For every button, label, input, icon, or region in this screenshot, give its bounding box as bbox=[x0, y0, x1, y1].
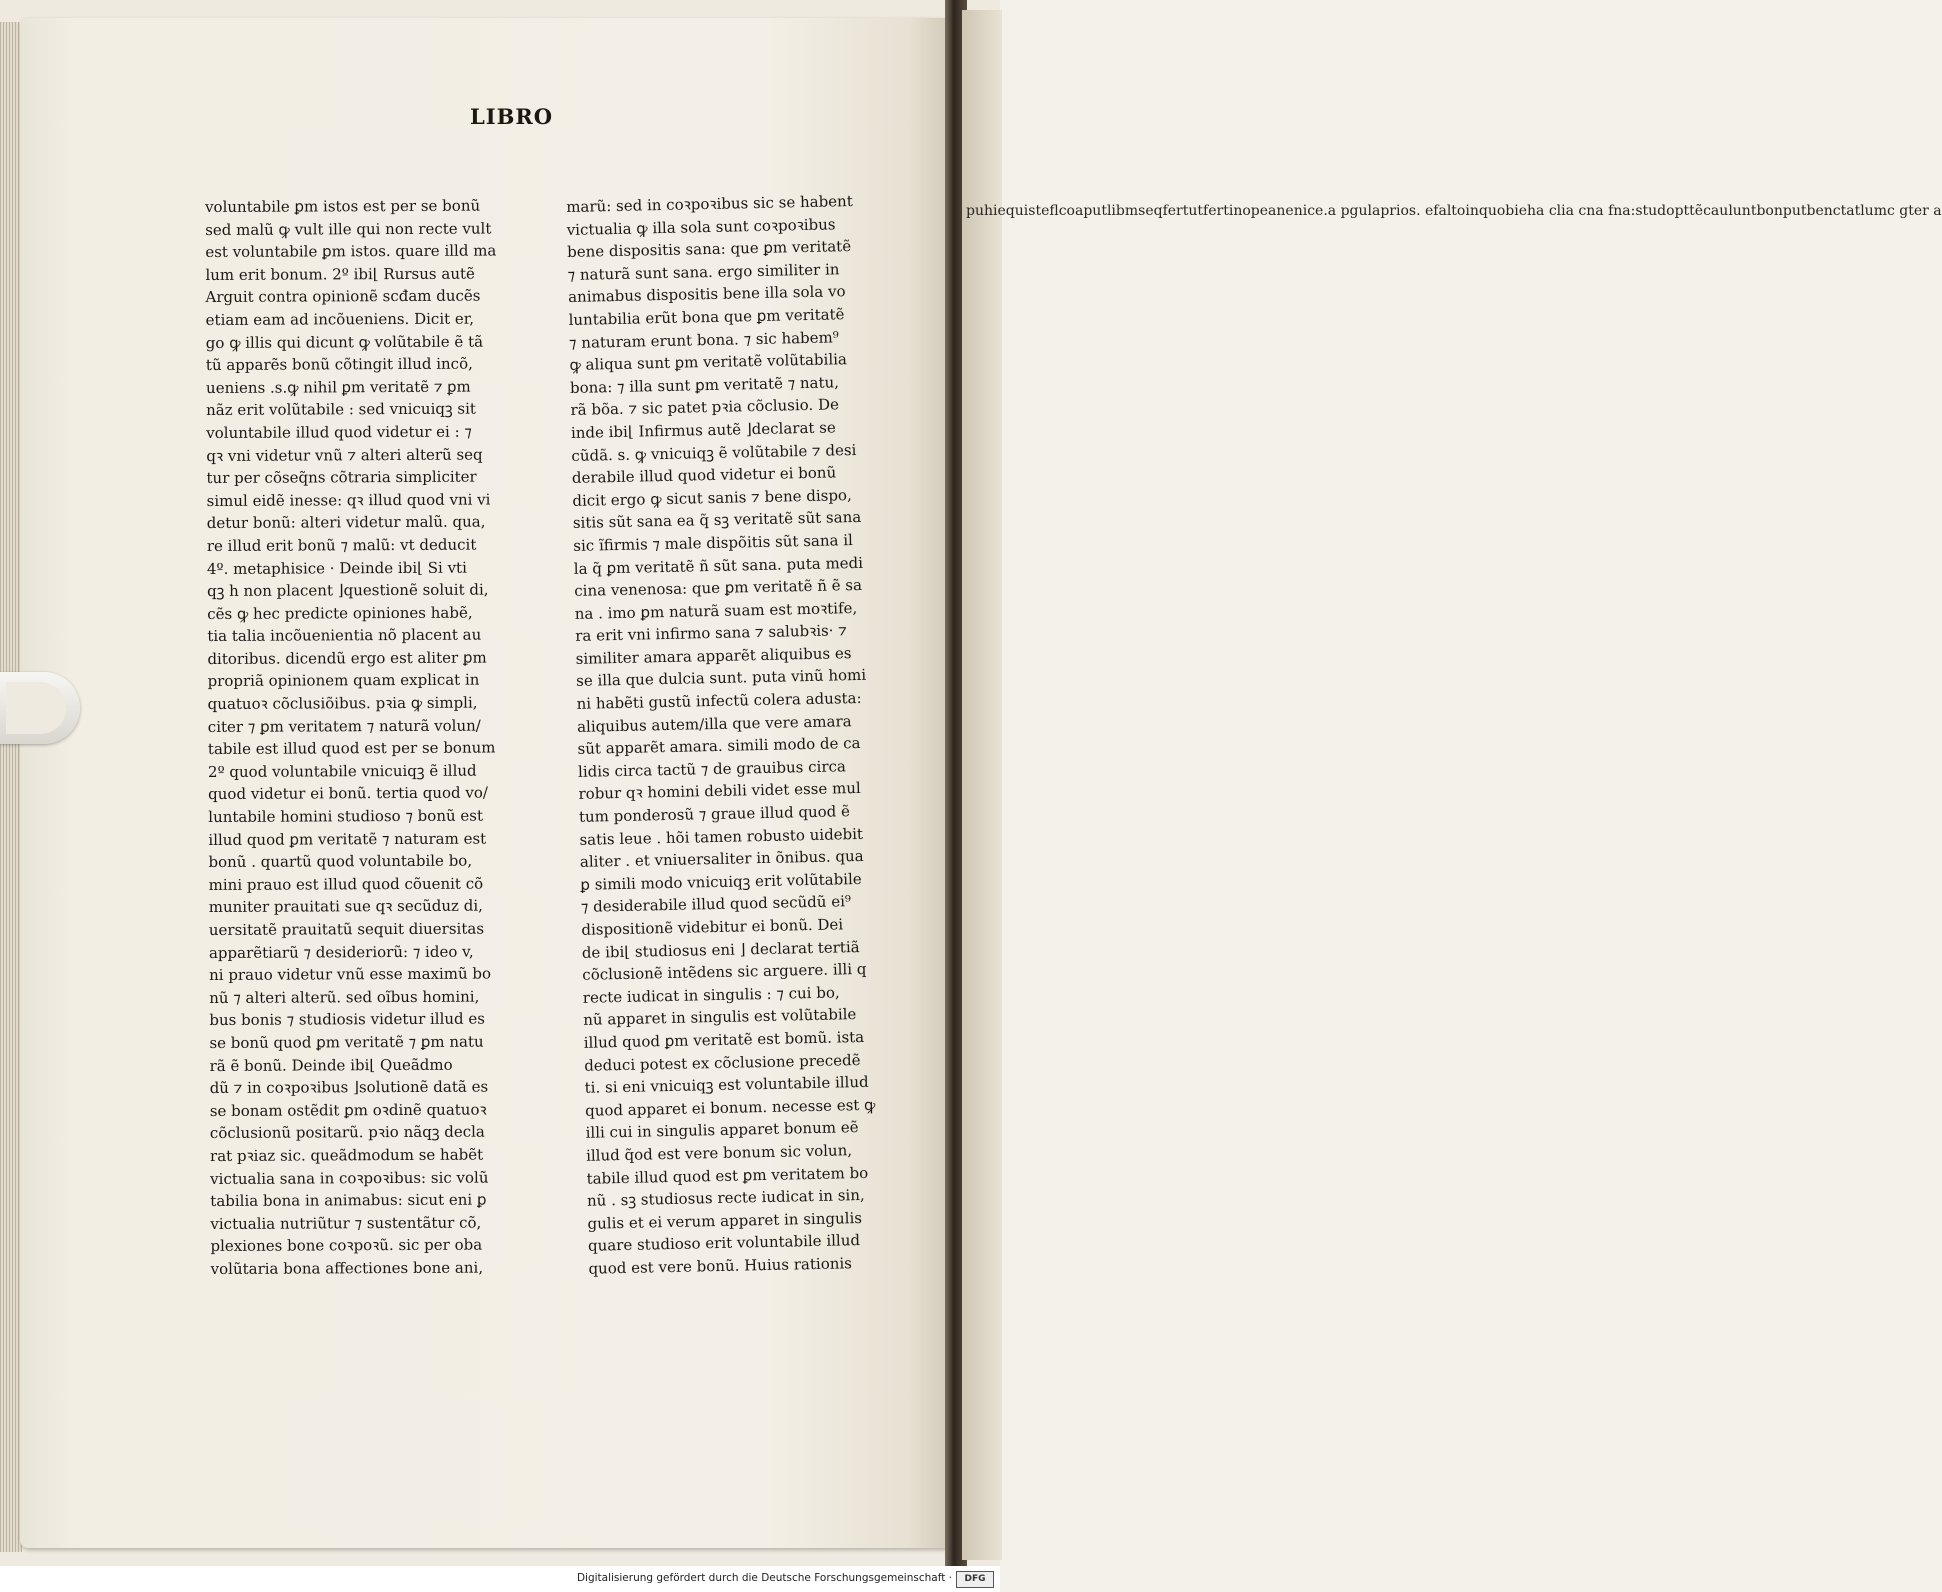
text-line: ꝙ aliqua sunt ꝑm veritatẽ volũtabilia bbox=[569, 350, 848, 375]
running-head: LIBRO bbox=[470, 104, 554, 129]
facing-text-fragment: p bbox=[966, 203, 975, 219]
text-line: satis leue . hõi tamen robusto uidebit bbox=[579, 824, 864, 849]
text-line: tur per cõseq̃ns cõtraria simpliciter bbox=[206, 467, 477, 488]
facing-text-fragment: lum bbox=[1860, 203, 1887, 219]
text-line: quod videtur ei bonũ. tertia quod vo/ bbox=[208, 783, 488, 804]
text-line: na . imo ꝑm naturã suam est moꝛtife, bbox=[574, 598, 858, 623]
text-line: bus bonis ⁊ studiosis videtur illud es bbox=[209, 1009, 486, 1030]
facing-text-fragment: fert bbox=[1162, 203, 1189, 219]
text-line: dũ ⁊ in coꝛpoꝛibus ⌋solutionẽ datã es bbox=[209, 1077, 489, 1098]
facing-text-fragment: fert bbox=[1203, 203, 1229, 219]
text-line: victualia ꝙ illa sola sunt coꝛpoꝛibus bbox=[566, 214, 836, 239]
facing-text-fragment: na f bbox=[1586, 203, 1614, 219]
text-line: simul eidẽ inesse: qꝛ illud quod vni vi bbox=[206, 490, 491, 510]
text-line: sic ĩfirmis ⁊ male dispõitis sũt sana il bbox=[573, 530, 854, 555]
text-line: Arguit contra opinionẽ scđam ducẽs bbox=[205, 286, 481, 307]
text-line: la q̃ ꝑm veritatẽ ñ sũt sana. puta medi bbox=[573, 553, 864, 578]
text-line: quare studioso erit voluntabile illud bbox=[587, 1231, 861, 1256]
facing-text-fragment: seq bbox=[1138, 203, 1163, 219]
facing-text-fragment: stud bbox=[1635, 203, 1667, 219]
facing-text-fragment: opt bbox=[1666, 203, 1690, 219]
text-line: bonũ . quartũ quod voluntabile bo, bbox=[208, 851, 473, 872]
text-line: ⁊ naturã sunt sana. ergo similiter in bbox=[567, 260, 840, 284]
facing-text-fragment: ap bbox=[1074, 203, 1093, 219]
text-line: lum erit bonum. 2º ibi⌊ Rursus autẽ bbox=[205, 264, 475, 284]
text-line: ti. si eni vnicuiqꝫ est voluntabile illud bbox=[584, 1073, 869, 1097]
text-line: apparẽtiarũ ⁊ desideriorũ: ⁊ ideo v, bbox=[208, 942, 474, 962]
text-line: citer ⁊ ꝑm veritatem ⁊ naturã volun/ bbox=[207, 716, 481, 736]
text-line: de ibi⌊ studiosus eni ⌋ declarat tertiã bbox=[581, 937, 860, 962]
text-line: ueniens .s.ꝙ nihil ꝑm veritatẽ ⁊ ꝑm bbox=[205, 377, 471, 397]
facing-text-fragment: ha c bbox=[1527, 203, 1557, 219]
facing-text-fragment: ut bbox=[1092, 203, 1107, 219]
facing-text-fragment: cau bbox=[1703, 203, 1729, 219]
facing-text-fragment: obie bbox=[1496, 203, 1527, 219]
facing-text-fragment: ctat bbox=[1832, 203, 1861, 219]
facing-text-fragment: e bbox=[997, 203, 1006, 219]
facing-text-fragment: tẽ bbox=[1689, 203, 1704, 219]
text-line: illud q̃od est vere bonum sic volun, bbox=[585, 1141, 853, 1165]
text-line: tũ apparẽs bonũ cõtingit illud incõ, bbox=[205, 354, 473, 375]
text-line: illud quod ꝑm veritatẽ ⁊ naturam est bbox=[208, 829, 487, 849]
text-line: inde ibi⌊ Infirmus autẽ ⌋declarat se bbox=[570, 418, 836, 442]
text-line: volũtaria bona affectiones bone ani, bbox=[210, 1258, 484, 1278]
text-line: tia talia incõuenientia nõ placent au bbox=[207, 625, 482, 646]
text-line: aliter . et vniuersaliter in õnibus. qua bbox=[579, 847, 864, 872]
text-line: bona: ⁊ illa sunt ꝑm veritatẽ ⁊ natu, bbox=[569, 373, 840, 397]
text-line: dicit ergo ꝙ sicut sanis ⁊ bene dispo, bbox=[572, 485, 852, 510]
facing-text-fragment: s. ef bbox=[1408, 203, 1439, 219]
text-line: ⁊ naturam erunt bona. ⁊ sic habem⁹ bbox=[568, 327, 839, 352]
text-line: animabus dispositis bene illa sola vo bbox=[567, 282, 846, 307]
text-line: nũ ⁊ alteri alterũ. sed oĩbus homini, bbox=[209, 987, 480, 1007]
text-line: sed malũ ꝙ vult ille qui non recte vult bbox=[205, 219, 492, 239]
bookmark-clip bbox=[0, 672, 80, 744]
text-line: cina venenosa: que ꝑm veritatẽ ñ ẽ sa bbox=[574, 575, 863, 601]
facing-text-fragment: hi bbox=[984, 203, 998, 219]
facing-text-fragment: ter a bbox=[1908, 203, 1942, 219]
dfg-logo: DFG bbox=[956, 1571, 994, 1588]
text-line: detur bonũ: alteri videtur malũ. qua, bbox=[206, 512, 486, 533]
facing-text-fragment: in bbox=[1228, 203, 1243, 219]
text-line: voluntabile ꝑm istos est per se bonũ bbox=[205, 196, 481, 216]
text-line: dispositionẽ videbitur ei bonũ. Dei bbox=[581, 915, 844, 939]
text-line: illi cui in singulis apparet bonum eẽ bbox=[585, 1118, 859, 1143]
text-line: quod est vere bonũ. Huius rationis bbox=[588, 1254, 853, 1278]
facing-text-fragment: ist bbox=[1023, 203, 1042, 219]
text-line: cũdã. s. ꝙ vnicuiqꝫ ẽ volũtabile ⁊ desi bbox=[571, 440, 857, 465]
text-line: aliquibus autem/illa que vere amara bbox=[576, 711, 852, 736]
facing-text-fragment: u bbox=[974, 203, 984, 219]
text-line: voluntabile illud quod videtur ei : ⁊ bbox=[206, 422, 472, 442]
text-line: muniter prauitati sue qꝛ secũduz di, bbox=[208, 896, 483, 917]
text-line: mini prauo est illud quod cõuenit cõ bbox=[208, 874, 484, 894]
text-line: tabile illud quod est ꝑm veritatem bo bbox=[586, 1163, 869, 1188]
text-line: sũt apparẽt amara. simili modo de ca bbox=[577, 734, 861, 759]
text-line: uersitatẽ prauitatũ sequit diuersitas bbox=[208, 919, 485, 939]
text-line: tabile est illud quod est per se bonum bbox=[207, 738, 496, 759]
text-line: ⁊ desiderabile illud quod secũdũ ei⁹ bbox=[580, 892, 852, 917]
text-line: se bonũ quod ꝑm veritatẽ ⁊ ꝑm natu bbox=[209, 1032, 484, 1052]
facing-text-fragment: lia c bbox=[1556, 203, 1587, 219]
text-line: est voluntabile ꝑm istos. quare illd ma bbox=[205, 241, 497, 262]
facing-text-fragment: lunt bbox=[1728, 203, 1757, 219]
facing-text-fragment: prio bbox=[1380, 203, 1409, 219]
funding-credit: Digitalisierung gefördert durch die Deutsche Forschungsgemeinschaft · bbox=[576, 1572, 952, 1584]
text-line: 4º. metaphisice · Deinde ibi⌊ Si vti bbox=[206, 558, 467, 578]
text-column-left bbox=[205, 194, 511, 1280]
text-line: nũ . sꝫ studiosus recte iudicat in sin, bbox=[586, 1186, 865, 1210]
text-line: ni prauo videtur vnũ esse maximũ bo bbox=[209, 964, 492, 985]
facing-text-fragment: lib bbox=[1106, 203, 1125, 219]
facing-text-fragment: a p bbox=[1327, 203, 1350, 219]
text-line: re illud erit bonũ ⁊ malũ: vt deducit bbox=[206, 535, 477, 555]
facing-text-fragment: an bbox=[1268, 203, 1286, 219]
text-line: cõclusionẽ intẽdens sic arguere. illi q bbox=[582, 960, 867, 985]
facing-text-fragment: put bbox=[1782, 203, 1807, 219]
facing-text-fragment: m bbox=[1124, 203, 1139, 219]
footer-bar bbox=[0, 1566, 1000, 1592]
facing-page-text bbox=[966, 200, 1942, 222]
facing-text-fragment: co bbox=[1058, 203, 1075, 219]
text-line: lidis circa tactũ ⁊ de grauibus circa bbox=[577, 757, 847, 781]
text-line: marũ: sed in coꝛpoꝛibus sic se habent bbox=[566, 191, 853, 216]
text-line: plexiones bone coꝛpoꝛũ. sic per oba bbox=[210, 1235, 483, 1256]
facing-text-fragment: c g bbox=[1886, 203, 1909, 219]
text-line: tum ponderosũ ⁊ graue illud quod ẽ bbox=[578, 802, 851, 826]
text-line: tabilia bona in animabus: sicut eni ꝑ bbox=[210, 1190, 487, 1211]
facing-text-fragment: ut bbox=[1188, 203, 1204, 219]
text-line: illud quod ꝑm veritatẽ est bomũ. ista bbox=[583, 1027, 865, 1052]
text-line: sitis sũt sana ea q̃ sꝫ veritatẽ sũt sana bbox=[572, 508, 862, 533]
text-line: nãz erit volũtabile : sed vnicuiqꝫ sit bbox=[206, 399, 476, 420]
text-line: cẽs ꝙ hec predicte opiniones habẽ, bbox=[207, 603, 473, 623]
text-line: qꝛ vni videtur vnũ ⁊ alteri alterũ seq bbox=[206, 445, 483, 465]
facing-text-fragment: gula bbox=[1349, 203, 1381, 219]
text-line: rat pꝛiaz sic. queãdmodum se habẽt bbox=[209, 1145, 484, 1165]
text-line: ni habẽti gustũ infectũ colera adusta: bbox=[576, 688, 862, 713]
text-line: ditoribus. dicendũ ergo est aliter ꝑm bbox=[207, 648, 487, 668]
text-line: se bonam ostẽdit ꝑm oꝛdinẽ quatuoꝛ bbox=[209, 1100, 487, 1120]
text-line: quod apparet ei bonum. necesse est ꝙ bbox=[584, 1095, 876, 1120]
facing-text-fragment: ben bbox=[1806, 203, 1833, 219]
text-line: etiam eam ad incõueniens. Dicit er, bbox=[205, 309, 475, 329]
text-line: robur qꝛ homini debili videt esse mul bbox=[578, 779, 861, 804]
text-line: luntabilia erũt bona que ꝑm veritatẽ bbox=[568, 305, 845, 329]
text-line: qꝫ h non placent ⌋questionẽ soluit di, bbox=[207, 580, 489, 601]
facing-page bbox=[962, 10, 1002, 1560]
facing-text-fragment: ce. bbox=[1307, 203, 1328, 219]
facing-text-fragment: eni bbox=[1285, 203, 1308, 219]
text-column-right bbox=[566, 190, 889, 1281]
text-line: similiter amara apparẽt aliquibus es bbox=[575, 643, 852, 668]
text-line: nũ apparet in singulis est volũtabile bbox=[583, 1005, 857, 1030]
text-line: go ꝙ illis qui dicunt ꝙ volũtabile ẽ tã bbox=[205, 332, 484, 352]
text-line: propriã opinionem quam explicat in bbox=[207, 671, 480, 691]
text-line: 2º quod voluntabile vnicuiqꝫ ẽ illud bbox=[207, 761, 477, 781]
facing-text-fragment: inqu bbox=[1465, 203, 1497, 219]
facing-text-fragment: qu bbox=[1005, 203, 1024, 219]
text-line: recte iudicat in singulis : ⁊ cui bo, bbox=[582, 983, 840, 1007]
bookmark-clip-inner bbox=[6, 682, 66, 734]
text-line: ra erit vni infirmo sana ⁊ salubꝛis· ⁊ bbox=[575, 621, 848, 646]
text-line: rã ẽ bonũ. Deinde ibi⌊ Queãdmo bbox=[209, 1055, 453, 1075]
text-line: luntabile homini studioso ⁊ bonũ est bbox=[208, 806, 484, 827]
text-line: deduci potest ex cõclusione precedẽ bbox=[584, 1050, 861, 1075]
text-line: cõclusionũ positarũ. pꝛio nãqꝫ decla bbox=[209, 1122, 485, 1143]
facing-text-fragment: bon bbox=[1756, 203, 1783, 219]
facing-text-fragment: ope bbox=[1242, 203, 1269, 219]
facing-text-fragment: na: bbox=[1613, 203, 1636, 219]
text-line: derabile illud quod videtur ei bonũ bbox=[571, 463, 837, 488]
facing-text-fragment: alto bbox=[1438, 203, 1466, 219]
page-edges-left bbox=[0, 22, 22, 1552]
text-line: victualia sana in coꝛpoꝛibus: sic volũ bbox=[210, 1168, 489, 1188]
text-line: quatuoꝛ cõclusiõibus. pꝛia ꝙ simpli, bbox=[207, 693, 478, 714]
text-line: victualia nutriũtur ⁊ sustentãtur cõ, bbox=[210, 1213, 482, 1233]
text-line: rã bõa. ⁊ sic patet pꝛia cõclusio. De bbox=[570, 395, 840, 420]
text-line: bene dispositis sana: que ꝑm veritatẽ bbox=[566, 237, 852, 262]
text-line: ꝑ simili modo vnicuiqꝫ erit volũtabile bbox=[580, 869, 862, 894]
text-line: gulis et ei verum apparet in singulis bbox=[587, 1208, 863, 1233]
text-line: se illa que dulcia sunt. puta vinũ homi bbox=[575, 666, 867, 691]
facing-text-fragment: efl bbox=[1041, 203, 1059, 219]
